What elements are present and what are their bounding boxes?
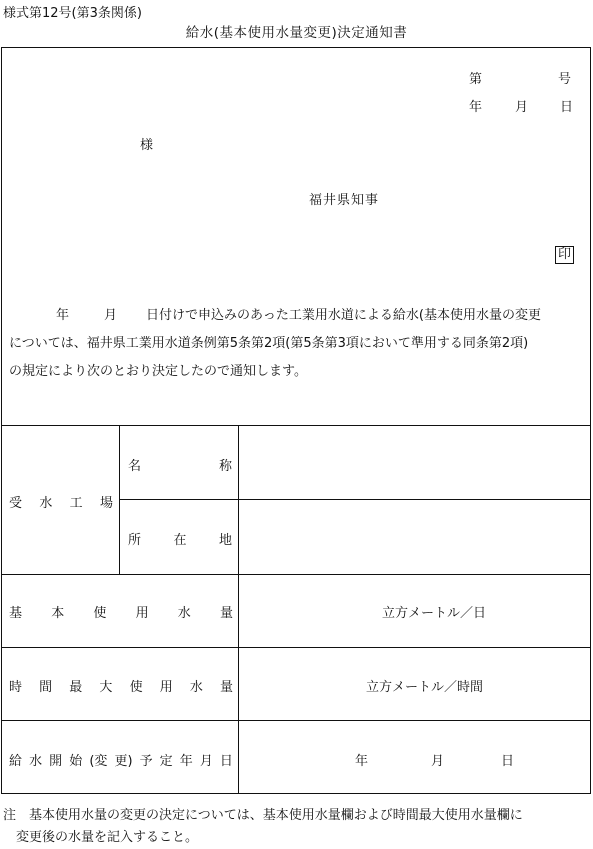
label-char: 日: [219, 754, 233, 769]
body-month: 月: [104, 308, 118, 323]
label-char: 水: [29, 754, 43, 769]
hourly-max-label: [9, 676, 233, 695]
addressee-suffix: 様: [140, 138, 154, 153]
notice-number-suffix: 号: [558, 72, 572, 87]
label-char: 開: [49, 754, 63, 769]
label-char: 年: [179, 754, 193, 769]
label-char: 水: [39, 496, 53, 511]
footnote: [3, 805, 593, 849]
plant-sub-divider: [119, 425, 120, 574]
issuer-name: 福井県知事: [309, 193, 380, 208]
start-date-day: 日: [501, 754, 515, 769]
label-char: 所: [128, 533, 142, 548]
notice-body-line-1: [9, 302, 589, 330]
label-char: 間: [39, 680, 53, 695]
basic-volume-unit: 立方メートル／日: [382, 606, 487, 621]
label-char: 受: [9, 496, 23, 511]
label-char: 場: [99, 496, 113, 511]
label-char: 在: [173, 533, 187, 548]
label-char: 称: [218, 459, 232, 474]
basic-volume-label: [9, 602, 233, 621]
notice-number-prefix: 第: [469, 72, 483, 87]
label-char: 水: [189, 680, 203, 695]
seal-mark: 印: [555, 246, 574, 264]
label-char: 量: [219, 680, 233, 695]
start-date-year: 年: [355, 754, 369, 769]
notice-date-month: 月: [515, 100, 529, 115]
label-char: 用: [159, 680, 173, 695]
label-char: 最: [69, 680, 83, 695]
row-divider-start: [1, 720, 591, 721]
label-char: 月: [199, 754, 213, 769]
notice-date-year: 年: [469, 100, 483, 115]
start-date-month: 月: [431, 754, 445, 769]
label-char: 定: [159, 754, 173, 769]
footnote-line-2: 変更後の水量を記入すること。: [16, 830, 199, 845]
notice-date-day: 日: [560, 100, 574, 115]
document-title: 給水(基本使用水量変更)決定通知書: [185, 25, 408, 41]
label-char: 大: [99, 680, 113, 695]
label-char: 工: [69, 496, 83, 511]
plant-name-label: [128, 455, 232, 474]
notice-body-line-3: の規定により次のとおり決定したので通知します。: [9, 364, 307, 379]
label-char: 基: [9, 606, 23, 621]
label-char: 使: [93, 606, 107, 621]
label-char: 使: [129, 680, 143, 695]
notice-body-line-2: については、福井県工業用水道条例第5条第2項(第5条第3項において準用する同条第2項): [9, 336, 529, 351]
footnote-line-1: 注 基本使用水量の変更の決定については、基本使用水量欄および時間最大使用水量欄に: [3, 808, 523, 823]
notice-body: [9, 302, 589, 386]
label-char: 給: [9, 754, 23, 769]
start-date-label: [9, 750, 233, 769]
body-line1-text: 日付けで申込みのあった工業用水道による給水(基本使用水量の変更: [146, 308, 541, 323]
receiving-plant-label: [9, 492, 113, 511]
body-year: 年: [56, 308, 70, 323]
label-char: 始: [69, 754, 83, 769]
label-char: 予: [139, 754, 153, 769]
plant-name-field[interactable]: [239, 426, 591, 499]
plant-location-label: [128, 529, 232, 548]
hourly-max-unit: 立方メートル／時間: [366, 680, 484, 695]
label-char: (変: [89, 754, 108, 769]
label-char: 地: [218, 533, 232, 548]
row-divider-basic: [1, 574, 591, 575]
label-char: 更): [114, 754, 133, 769]
label-char: 水: [177, 606, 191, 621]
row-divider-hourly: [1, 647, 591, 648]
label-char: 量: [219, 606, 233, 621]
form-number-label: 様式第12号(第3条関係): [3, 6, 142, 21]
label-char: 用: [135, 606, 149, 621]
label-char: 本: [51, 606, 65, 621]
plant-location-field[interactable]: [239, 500, 591, 573]
label-char: 名: [128, 459, 142, 474]
label-char: 時: [9, 680, 23, 695]
